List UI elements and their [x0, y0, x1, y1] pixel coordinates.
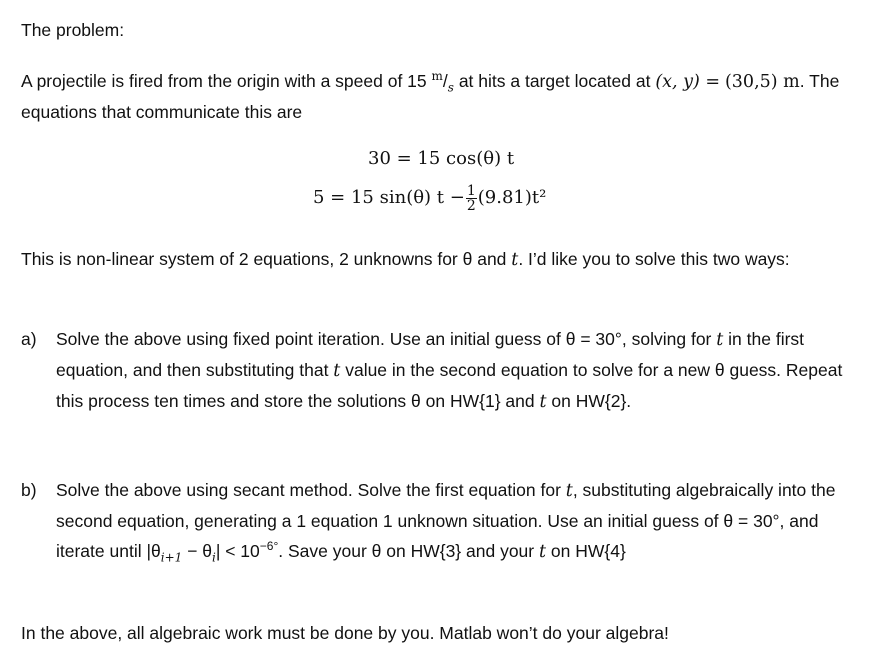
fraction-one-half: $\frac{1}{2}$ [466, 182, 476, 214]
speed-unit: $^m/_s$ [431, 69, 454, 95]
intro-paragraph: A projectile is fired from the origin with a speed of 15 $^m/_s$ at hits a target located at (x, y) = (30,5) m. The equations that communicate this are [21, 69, 840, 122]
part-a-label: a) [21, 329, 37, 349]
problem-heading: The problem: [21, 20, 125, 40]
equation-1: 30 = 15 cos(θ) t [368, 148, 515, 169]
footer-note: In the above, all algebraic work must be done by you. Matlab won’t do your algebra! [21, 623, 669, 643]
part-a-item [21, 324, 860, 417]
statement-paragraph: This is non-linear system of 2 equations, 2 unknowns for θ and t. I’d like you to solve this two ways: [21, 249, 790, 270]
equation-2: 5 = 15 sin(θ) t − $\frac{1}{2}$ (9.81)t² [313, 182, 547, 214]
part-b-label: b) [21, 480, 37, 500]
part-a-text: Solve the above using fixed point iteration. Use an initial guess of θ = 30°, solving for t in the first equation, and then substituting that t value in the second equation to solve for a new θ guess. Repeat this process ten times and store the solutions θ on HW{1} and t on HW{2}. [56, 329, 843, 412]
part-b-item [21, 475, 860, 567]
part-b-text: Solve the above using secant method. Solve the first equation for t, substituting algebraically into the second equation, generating a 1 equation 1 unknown situation. Use an initial guess of θ = 30°, and iterate until $|\theta_{i+1} - \theta_i| < 10^{-6^\circ}$. Save your θ on HW{3} and your t on HW{4} [56, 480, 836, 565]
